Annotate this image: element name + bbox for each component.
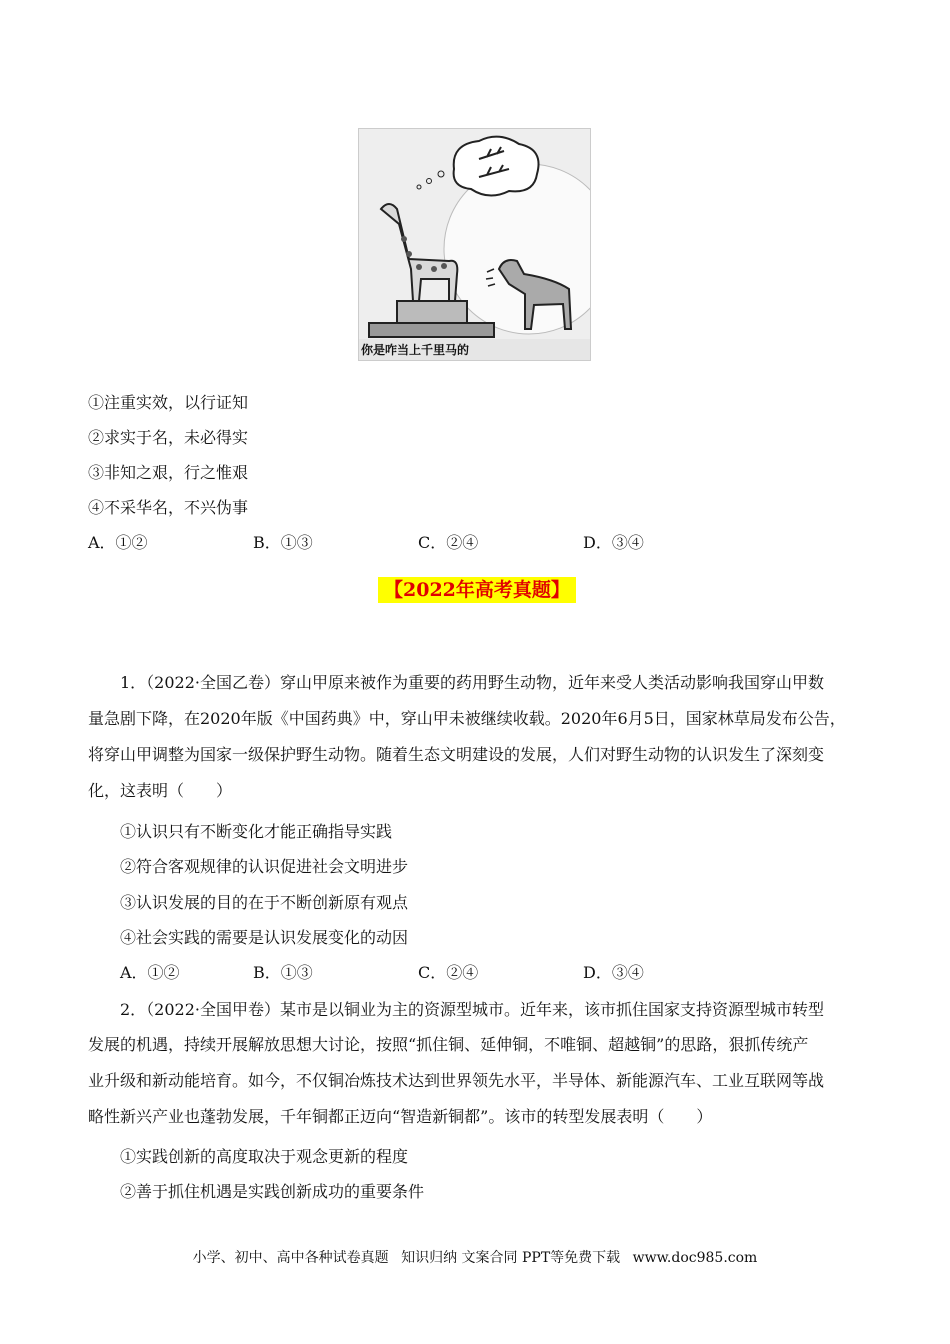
cartoon-image	[358, 128, 591, 361]
q1-line-3: 将穿山甲调整为国家一级保护野生动物。随着生态文明建设的发展，人们对野生动物的认识发生了深刻变	[88, 745, 825, 764]
q1-option-b: B．①③	[253, 963, 313, 982]
footer-link[interactable]: www.doc985.com	[632, 1250, 758, 1266]
q0-item-2: ②求实于名，未必得实	[88, 428, 249, 447]
q1-line-1: 1．（2022·全国乙卷）穿山甲原来被作为重要的药用野生动物，近年来受人类活动影响我国穿山甲数	[120, 673, 824, 692]
q0-option-a: A．①②	[88, 533, 148, 552]
giraffe-horse-cartoon-icon	[359, 129, 590, 360]
q2-line-1: 2．（2022·全国甲卷）某市是以铜业为主的资源型城市。近年来，该市抓住国家支持资源型城市转型	[120, 1000, 824, 1019]
q0-option-d: D．③④	[583, 533, 644, 552]
q2-line-3: 业升级和新动能培育。如今，不仅铜冶炼技术达到世界领先水平，半导体、新能源汽车、工业互联网等战	[88, 1071, 825, 1090]
q1-item-1: ①认识只有不断变化才能正确指导实践	[120, 822, 393, 841]
q1-item-3: ③认识发展的目的在于不断创新原有观点	[120, 893, 409, 912]
q1-item-2: ②符合客观规律的认识促进社会文明进步	[120, 857, 409, 876]
q0-option-c: C．②④	[418, 533, 479, 552]
q0-item-1: ①注重实效，以行证知	[88, 393, 249, 412]
q2-item-2: ②善于抓住机遇是实践创新成功的重要条件	[120, 1182, 425, 1201]
footer-left: 小学、初中、高中各种试卷真题	[192, 1250, 389, 1266]
page-footer	[0, 1247, 950, 1267]
q2-item-1: ①实践创新的高度取决于观念更新的程度	[120, 1147, 409, 1166]
q1-option-a: A．①②	[120, 963, 180, 982]
section-title: 【2022年高考真题】	[378, 577, 576, 603]
q1-item-4: ④社会实践的需要是认识发展变化的动因	[120, 928, 409, 947]
q1-option-c: C．②④	[418, 963, 479, 982]
q2-line-4: 略性新兴产业也蓬勃发展，千年铜都正迈向“智造新铜都”。该市的转型发展表明（ ）	[88, 1107, 713, 1126]
q0-item-4: ④不采华名，不兴伪事	[88, 498, 249, 517]
footer-middle: 知识归纳 文案合同 PPT等免费下载	[401, 1250, 621, 1266]
q2-line-2: 发展的机遇，持续开展解放思想大讨论，按照“抓住铜、延伸铜，不唯铜、超越铜”的思路，狠抓传统产	[88, 1035, 809, 1054]
q0-option-b: B．①③	[253, 533, 313, 552]
q1-option-d: D．③④	[583, 963, 644, 982]
q0-item-3: ③非知之艰，行之惟艰	[88, 463, 249, 482]
q1-line-4: 化，这表明（ ）	[88, 781, 233, 800]
q1-line-2: 量急剧下降，在2020年版《中国药典》中，穿山甲未被继续收载。2020年6月5日，国家林草局发布公告，	[88, 709, 846, 728]
cartoon-caption: 你是咋当上千里马的	[361, 343, 470, 357]
